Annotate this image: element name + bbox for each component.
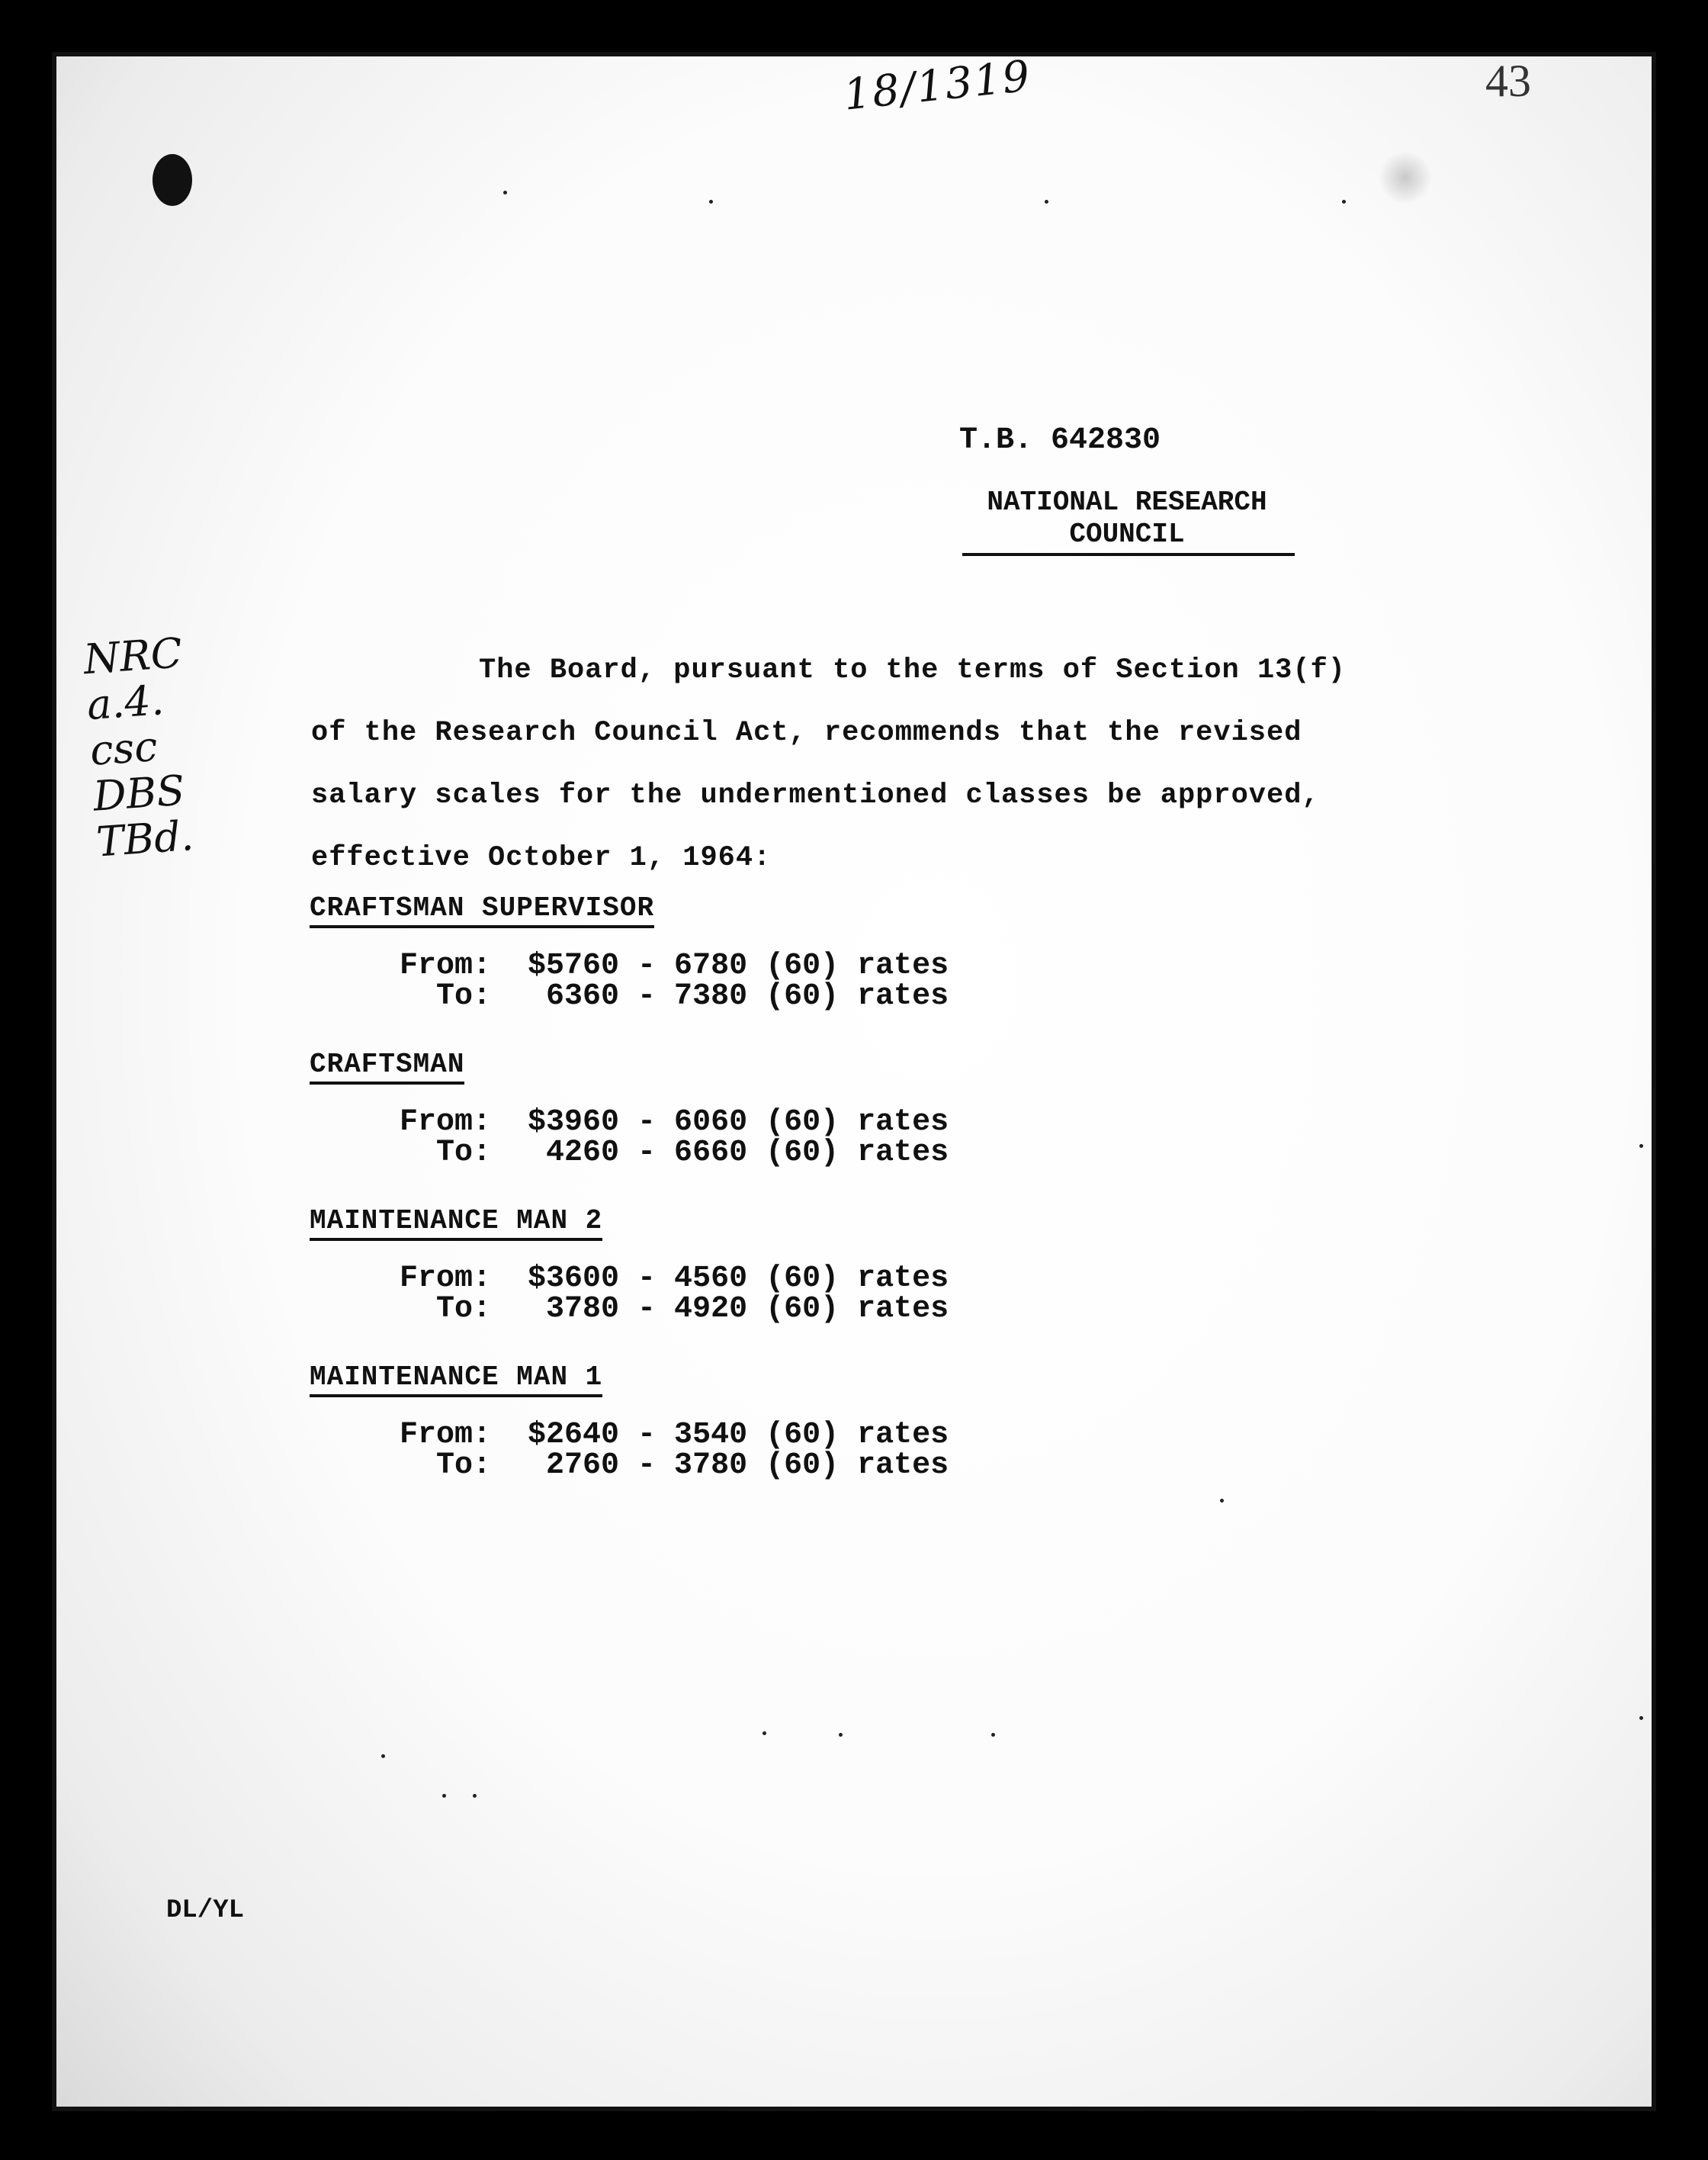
typist-initials: DL/YL	[166, 1896, 245, 1925]
rate-to: To: 2760 - 3780 (60) rates	[400, 1448, 949, 1483]
rate-to: To: 4260 - 6660 (60) rates	[400, 1136, 949, 1170]
margin-notes	[82, 626, 250, 865]
speck	[839, 1733, 843, 1737]
speck	[442, 1794, 446, 1798]
speck	[503, 191, 507, 194]
rate-from: From: $3600 - 4560 (60) rates	[400, 1262, 949, 1296]
paragraph-line: of the Research Council Act, recommends that the revised	[311, 717, 1302, 749]
speck	[1639, 1144, 1643, 1148]
recommendation-paragraph	[311, 639, 1417, 889]
class-heading: CRAFTSMAN	[310, 1049, 464, 1085]
rate-block	[310, 1107, 1148, 1168]
rate-from: From: $3960 - 6060 (60) rates	[400, 1105, 949, 1139]
speck	[473, 1794, 477, 1798]
speck	[991, 1733, 995, 1737]
tb-number: T.B. 642830	[959, 423, 1161, 458]
speck	[762, 1731, 766, 1735]
punch-hole	[152, 154, 192, 206]
class-heading: MAINTENANCE MAN 1	[310, 1361, 602, 1397]
rate-block	[310, 951, 1148, 1012]
class-section-maintenance-man-1	[310, 1361, 1148, 1481]
rate-from: From: $5760 - 6780 (60) rates	[400, 949, 949, 983]
paragraph-line: salary scales for the undermentioned classes be approved,	[311, 779, 1320, 812]
class-heading: CRAFTSMAN SUPERVISOR	[310, 892, 654, 928]
class-heading: MAINTENANCE MAN 2	[310, 1205, 602, 1241]
rate-block	[310, 1420, 1148, 1481]
speck	[381, 1754, 385, 1758]
department-line-2: COUNCIL	[1069, 519, 1185, 550]
speck	[1639, 1716, 1643, 1720]
handwritten-file-number: 18/1319	[841, 51, 1034, 121]
page-number: 43	[1485, 56, 1531, 106]
rate-block	[310, 1264, 1148, 1325]
rate-to: To: 6360 - 7380 (60) rates	[400, 979, 949, 1014]
speck	[709, 200, 713, 204]
paragraph-line: effective October 1, 1964:	[311, 842, 772, 874]
department-line-1: NATIONAL RESEARCH	[987, 487, 1267, 518]
heading-underline	[962, 553, 1295, 556]
rate-from: From: $2640 - 3540 (60) rates	[400, 1418, 949, 1452]
class-section-craftsman	[310, 1049, 1148, 1168]
margin-note: csc	[88, 722, 159, 775]
paragraph-line: The Board, pursuant to the terms of Section 13(f)	[479, 654, 1346, 686]
margin-note: DBS	[92, 766, 187, 821]
speck	[1045, 200, 1048, 204]
margin-note: a.4.	[85, 676, 165, 730]
margin-note: TBd.	[95, 811, 195, 866]
class-section-maintenance-man-2	[310, 1205, 1148, 1325]
rate-to: To: 3780 - 4920 (60) rates	[400, 1292, 949, 1326]
margin-note: NRC	[82, 628, 184, 684]
smudge-mark	[1379, 151, 1432, 204]
class-section-craftsman-supervisor	[310, 892, 1148, 1012]
department-heading	[962, 487, 1292, 551]
speck	[1342, 200, 1346, 204]
speck	[1220, 1499, 1224, 1503]
